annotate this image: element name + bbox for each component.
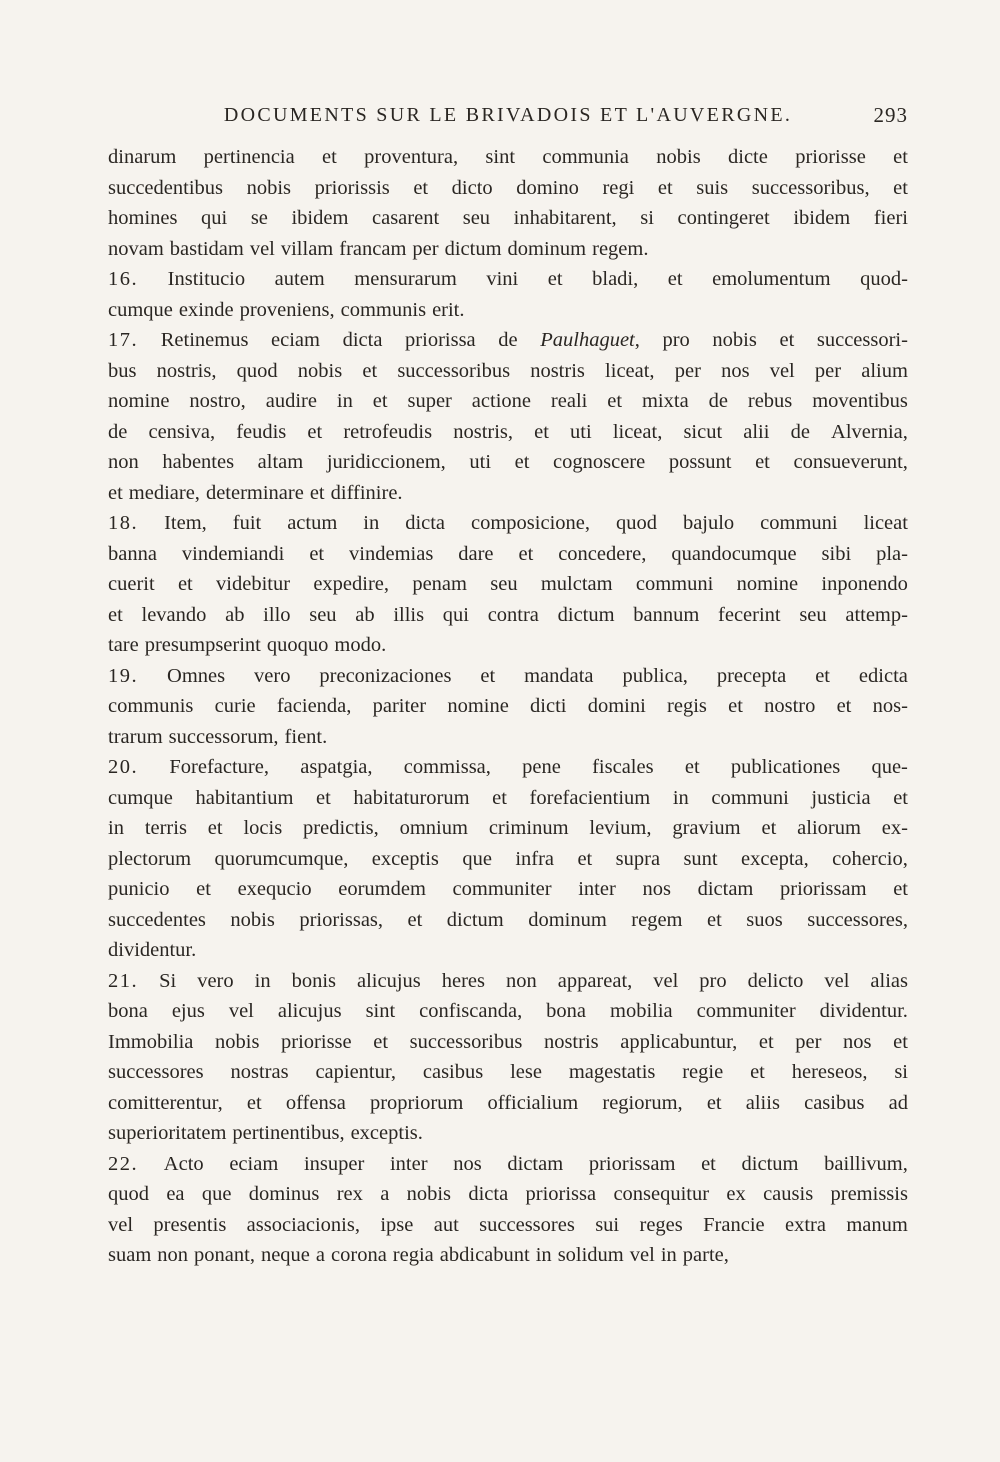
- text-line: et levando ab illo seu ab illis qui contra dictum bannum fecerint seu attemp-: [108, 603, 908, 626]
- text-line: vel presentis associacionis, ipse aut successores sui reges Francie extra manum: [108, 1213, 908, 1236]
- text-line: 19. Omnes vero preconizaciones et mandata publica, precepta et edicta: [108, 661, 908, 692]
- text-line: nomine nostro, audire in et super actione reali et mixta de rebus moventibus: [108, 390, 908, 412]
- paragraph: [108, 661, 908, 753]
- text-line: non habentes altam juridiccionem, uti et cognoscere possunt et consueverunt,: [108, 451, 908, 473]
- text-line: novam bastidam vel villam francam per dictum dominum regem.: [108, 237, 649, 260]
- text-line: bus nostris, quod nobis et successoribus nostris liceat, per nos vel per alium: [108, 359, 908, 382]
- text-line: successores nostras capientur, casibus lese magestatis regie et hereseos, si: [108, 1061, 908, 1083]
- text-line: superioritatem pertinentibus, exceptis.: [108, 1122, 423, 1144]
- text-line: in terris et locis predictis, omnium criminum levium, gravium et aliorum ex-: [108, 817, 908, 839]
- text-line: dinarum pertinencia et proventura, sint communia nobis dicte priorisse et: [108, 146, 908, 168]
- paragraph-number: 17.: [108, 329, 139, 351]
- text-line: banna vindemiandi et vindemias dare et concedere, quandocumque sibi pla-: [108, 542, 908, 565]
- text-line: dividentur.: [108, 939, 197, 961]
- paragraph: [108, 508, 908, 661]
- text-line: communis curie facienda, pariter nomine dicti domini regis et nostro et nos-: [108, 695, 908, 717]
- paragraph-number: 21.: [108, 969, 139, 992]
- running-title: DOCUMENTS SUR LE BRIVADOIS ET L'AUVERGNE.: [223, 104, 793, 126]
- text-line: Immobilia nobis priorisse et successoribus nostris applicabuntur, et per nos et: [108, 1030, 908, 1053]
- text-line: plectorum quorumcumque, exceptis que infra et supra sunt excepta, cohercio,: [108, 847, 908, 870]
- paragraph: [108, 325, 908, 508]
- paragraph-number: 19.: [108, 664, 139, 687]
- text-line: 22. Acto eciam insuper inter nos dictam priorissam et dictum baillivum,: [108, 1149, 908, 1180]
- paragraph: [108, 264, 908, 325]
- paragraph-number: 18.: [108, 512, 139, 534]
- paragraph: [108, 966, 908, 1149]
- text-line: 17. Retinemus eciam dicta priorissa de Paulhaguet, pro nobis et successori-: [108, 325, 908, 356]
- text-line: 20. Forefacture, aspatgia, commissa, pene fiscales et publicationes que-: [108, 752, 908, 783]
- paragraph: [108, 1149, 908, 1271]
- text-line: cuerit et videbitur expedire, penam seu mulctam communi nomine inponendo: [108, 573, 908, 595]
- paragraph: [108, 142, 908, 264]
- text-line: comitterentur, et offensa propriorum officialium regiorum, et aliis casibus ad: [108, 1091, 908, 1114]
- paragraph-number: 20.: [108, 756, 139, 778]
- paragraph-number: 16.: [108, 268, 139, 290]
- text-line: trarum successorum, fient.: [108, 725, 328, 748]
- page-number: 293: [873, 103, 908, 127]
- body-text: [108, 142, 908, 1271]
- text-line: homines qui se ibidem casarent seu inhabitarent, si contingeret ibidem fieri: [108, 207, 908, 229]
- text-line: de censiva, feudis et retrofeudis nostris, et uti liceat, sicut alii de Alvernia,: [108, 420, 908, 443]
- text-line: bona ejus vel alicujus sint confiscanda, bona mobilia communiter dividentur.: [108, 1000, 908, 1022]
- text-line: 16. Institucio autem mensurarum vini et bladi, et emolumentum quod-: [108, 264, 908, 295]
- text-line: cumque habitantium et habitaturorum et forefacientium in communi justicia et: [108, 786, 908, 809]
- text-line: tare presumpserint quoquo modo.: [108, 634, 387, 656]
- text-line: cumque exinde proveniens, communis erit.: [108, 298, 465, 321]
- text-line: 18. Item, fuit actum in dicta composicione, quod bajulo communi liceat: [108, 508, 908, 539]
- running-head: [108, 100, 908, 130]
- text-line: 21. Si vero in bonis alicujus heres non appareat, vel pro delicto vel alias: [108, 966, 908, 997]
- text-line: et mediare, determinare et diffinire.: [108, 481, 403, 504]
- paragraph-number: 22.: [108, 1152, 139, 1175]
- text-line: suam non ponant, neque a corona regia abdicabunt in solidum vel in parte,: [108, 1244, 729, 1266]
- text-line: punicio et exequcio eorumdem communiter inter nos dictam priorissam et: [108, 878, 908, 900]
- text-line: quod ea que dominus rex a nobis dicta priorissa consequitur ex causis premissis: [108, 1183, 908, 1205]
- text-line: succedentes nobis priorissas, et dictum dominum regem et suos successores,: [108, 908, 908, 931]
- text-line: succedentibus nobis priorissis et dicto domino regi et suis successoribus, et: [108, 176, 908, 199]
- paragraph: [108, 752, 908, 966]
